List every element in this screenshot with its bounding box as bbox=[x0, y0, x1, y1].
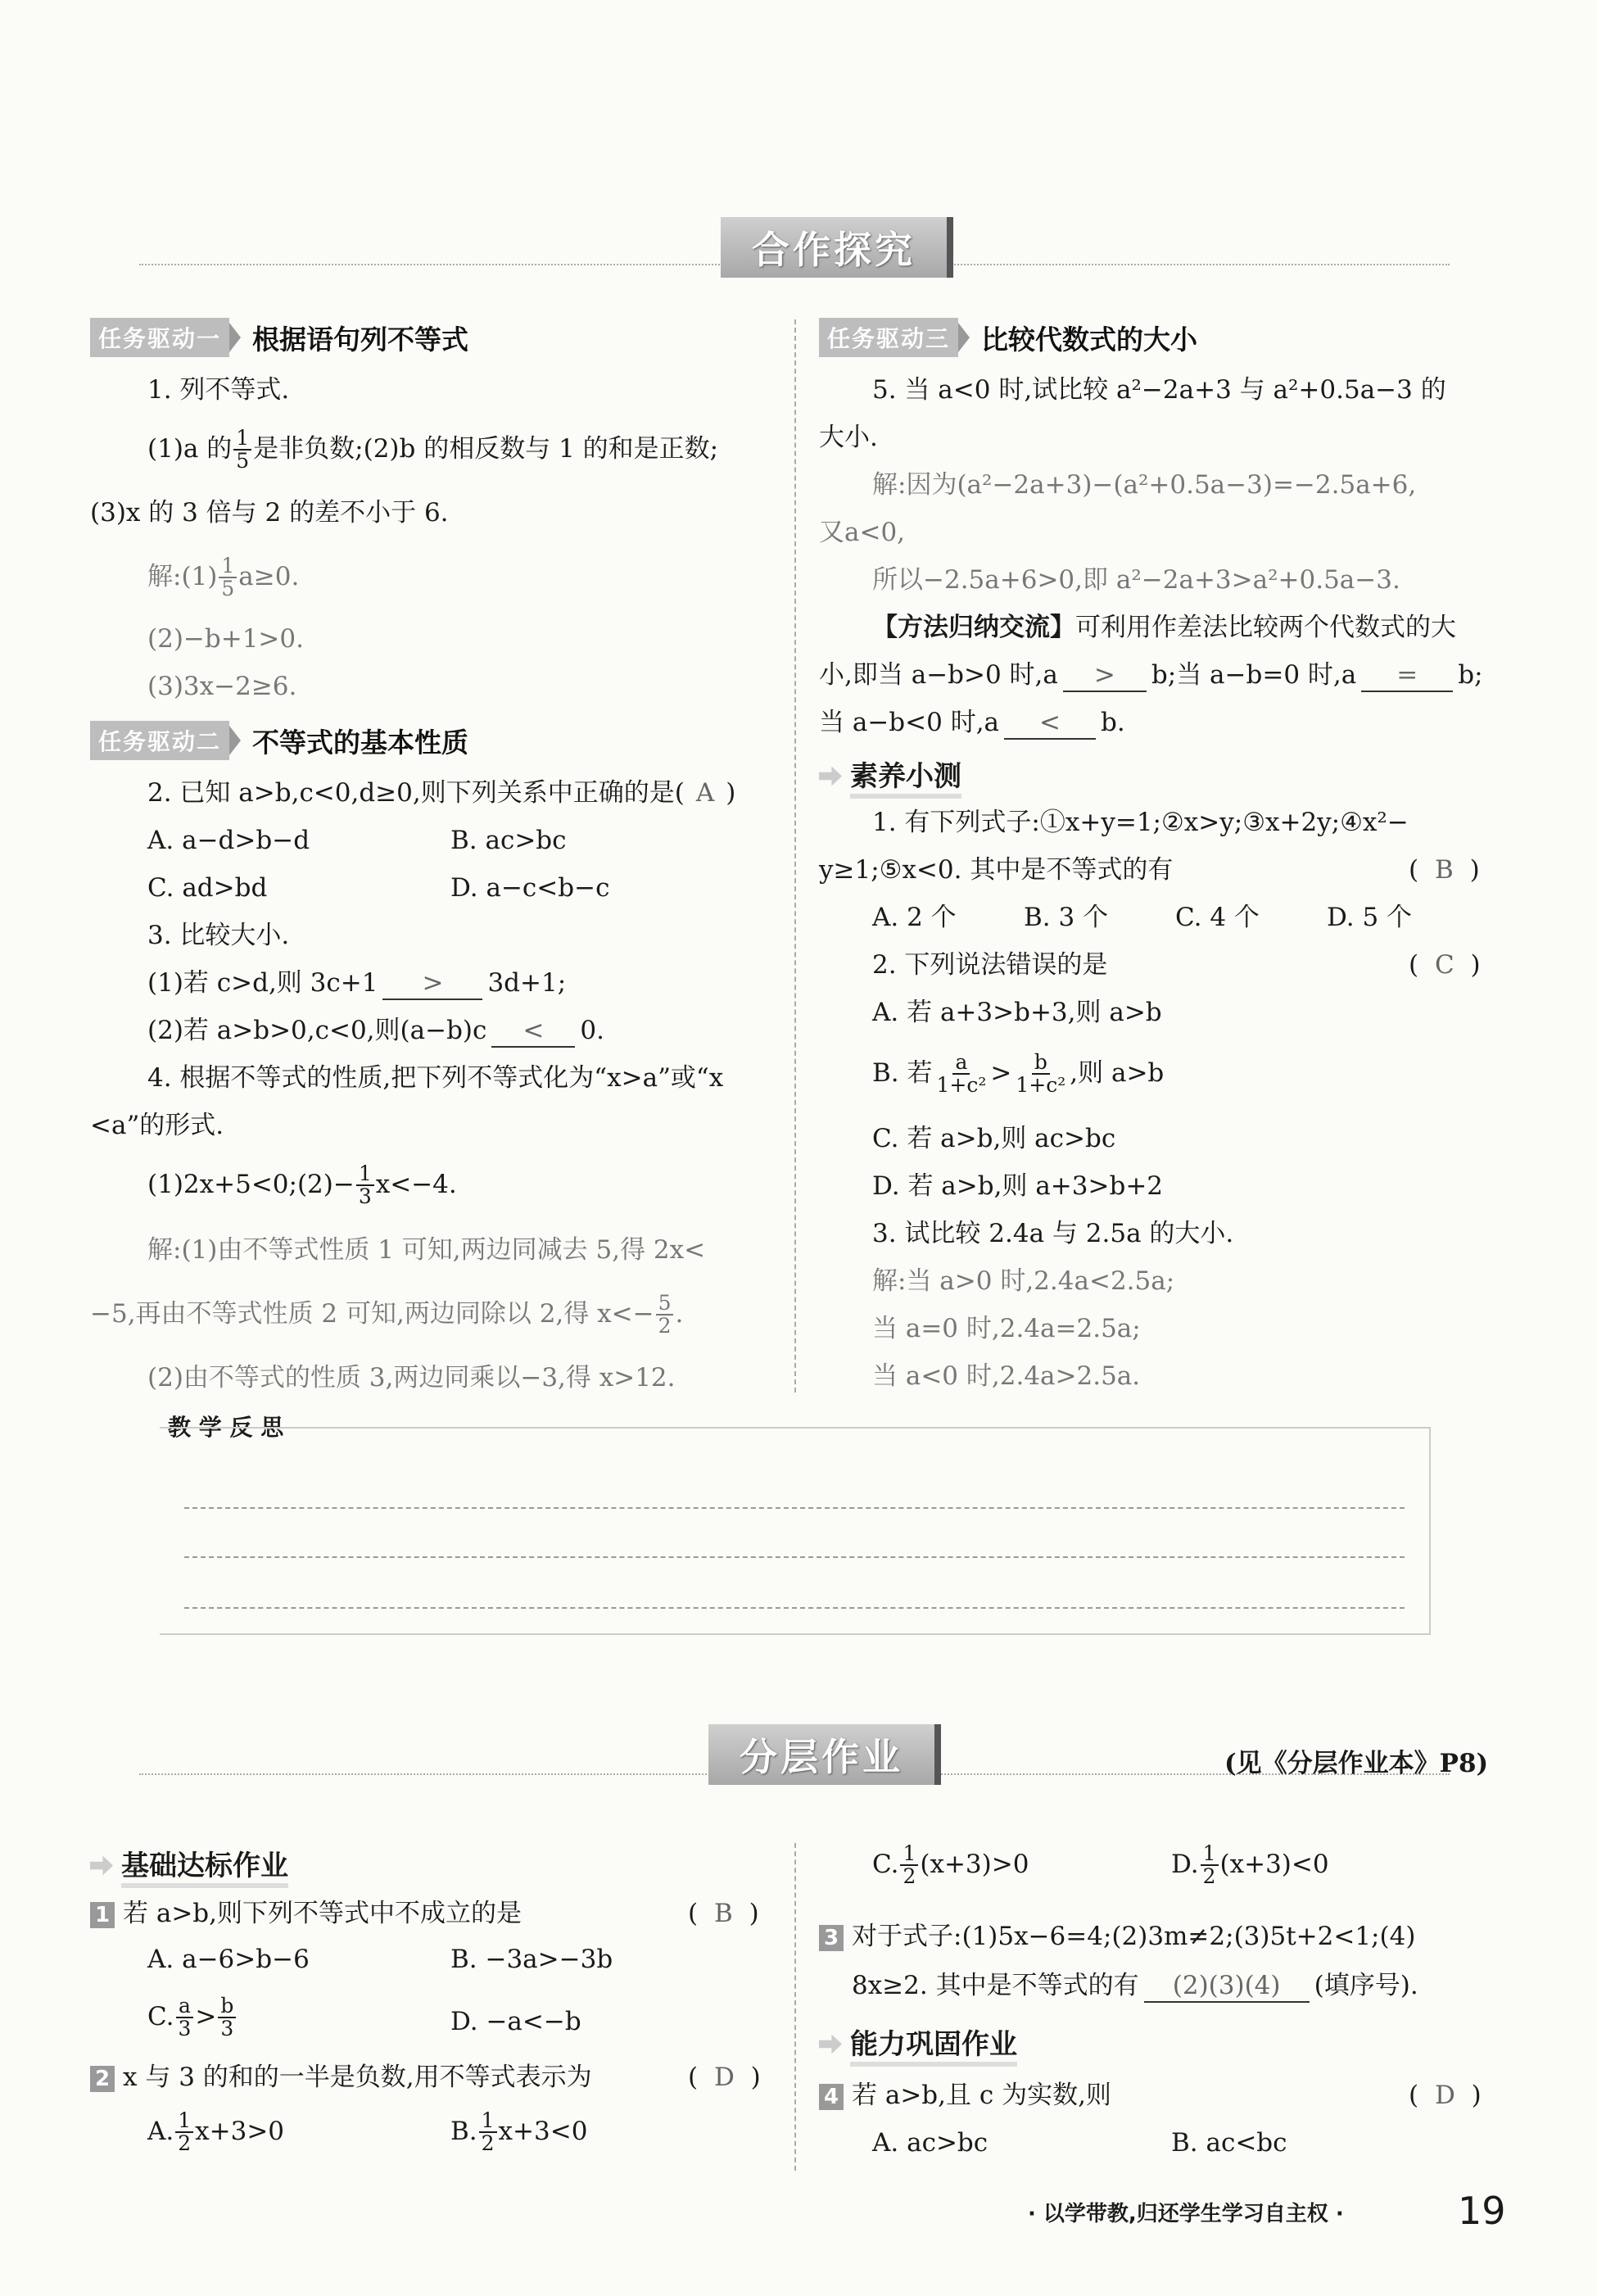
homework-reference: (见《分层作业本》P8) bbox=[1224, 1749, 1489, 1778]
q4-line3: (1)2x+5<0;(2)− $\frac{1}{3}$ x<−4. bbox=[147, 1162, 457, 1209]
task-name: 根据语句列不等式 bbox=[252, 323, 469, 355]
hw-q1-answer: ( B ) bbox=[688, 1899, 759, 1928]
q1-line1: (1)a 的 $\frac{1}{5}$ 是非负数;(2)b 的相反数与 1 的和是正数; bbox=[147, 426, 719, 473]
task-2-header bbox=[90, 721, 468, 760]
arrow-icon bbox=[229, 323, 241, 352]
reflection-box bbox=[160, 1427, 1431, 1635]
quiz-q1-d: D. 5 个 bbox=[1327, 903, 1413, 932]
q1-title: 1. 列不等式. bbox=[147, 375, 290, 405]
task-3-header bbox=[819, 318, 1197, 357]
quiz-q2-d: D. 若 a>b,则 a+3>b+2 bbox=[872, 1171, 1164, 1201]
q2-option-a: A. a−d>b−d bbox=[147, 826, 310, 855]
banner-title: 分层作业 bbox=[708, 1724, 941, 1785]
quiz-q1-answer: ( B ) bbox=[1409, 855, 1480, 885]
hw-q1-stem: 1 若 a>b,则下列不等式中不成立的是 bbox=[90, 1899, 522, 1929]
q4-solution-2: −5,再由不等式性质 2 可知,两边同除以 2,得 x<− $\frac{5}{2}$ . bbox=[90, 1291, 684, 1338]
quiz-q2-answer: ( C ) bbox=[1409, 950, 1481, 980]
quiz-q1-line2: y≥1;⑤x<0. 其中是不等式的有 bbox=[819, 855, 1174, 885]
task-name: 比较代数式的大小 bbox=[981, 323, 1198, 355]
q3-title: 3. 比较大小. bbox=[147, 921, 290, 950]
q2-stem: 2. 已知 a>b,c<0,d≥0,则下列关系中正确的是( A ) bbox=[147, 778, 736, 808]
hw-q2-d: D. $\frac{1}{2}$ (x+3)<0 bbox=[1171, 1841, 1329, 1889]
q4-solution-3: (2)由不等式的性质 3,两边同乘以−3,得 x>12. bbox=[147, 1363, 676, 1393]
hw-q3-line1: 3 对于式子:(1)5x−6=4;(2)3m≠2;(3)5t+2<1;(4) bbox=[819, 1922, 1415, 1952]
q2-option-d: D. a−c<b−c bbox=[450, 873, 610, 903]
quiz-q3-stem: 3. 试比较 2.4a 与 2.5a 的大小. bbox=[872, 1219, 1234, 1248]
q3-line1: (1)若 c>d,则 3c+1 > 3d+1; bbox=[147, 968, 566, 1000]
hw-q1-b: B. −3a>−3b bbox=[450, 1945, 613, 1974]
arrow-icon bbox=[90, 1856, 113, 1876]
hw-q2-b: B. $\frac{1}{2}$ x+3<0 bbox=[450, 2108, 588, 2156]
q2-option-b: B. ac>bc bbox=[450, 826, 567, 855]
task-tag: 任务驱动三 bbox=[819, 318, 958, 357]
hw-q3-line2: 8x≥2. 其中是不等式的有 (2)(3)(4) (填序号). bbox=[852, 1971, 1418, 2003]
method-line1: 【方法归纳交流】可利用作差法比较两个代数式的大 bbox=[872, 613, 1456, 642]
banner-cooperative-inquiry bbox=[721, 217, 953, 278]
quiz-header: 素养小测 bbox=[819, 754, 961, 799]
quiz-q1-b: B. 3 个 bbox=[1024, 903, 1109, 932]
homework-divider bbox=[794, 1843, 796, 2171]
q1-solution-3: (3)3x−2≥6. bbox=[147, 672, 297, 701]
hw-q4-stem: 4 若 a>b,且 c 为实数,则 bbox=[819, 2081, 1111, 2111]
q3-line2: (2)若 a>b>0,c<0,则(a−b)c < 0. bbox=[147, 1016, 604, 1048]
arrow-icon bbox=[229, 726, 241, 755]
q5-line2: 大小. bbox=[819, 423, 878, 452]
task-1-header bbox=[90, 318, 468, 357]
method-line3: 当 a−b<0 时,a < b. bbox=[819, 708, 1125, 740]
q1-line2: (3)x 的 3 倍与 2 的差不小于 6. bbox=[90, 498, 449, 528]
arrow-icon bbox=[819, 2035, 842, 2054]
banner-title: 合作探究 bbox=[721, 217, 953, 278]
q5-line1: 5. 当 a<0 时,试比较 a²−2a+3 与 a²+0.5a−3 的 bbox=[872, 375, 1446, 405]
q5-solution-3: 所以−2.5a+6>0,即 a²−2a+3>a²+0.5a−3. bbox=[872, 565, 1400, 595]
hw-q2-c: C. $\frac{1}{2}$ (x+3)>0 bbox=[872, 1841, 1029, 1889]
task-tag: 任务驱动一 bbox=[90, 318, 229, 357]
reflection-title: 教 学 反 思 bbox=[168, 1414, 284, 1441]
hw-q2-stem: 2 x 与 3 的和的一半是负数,用不等式表示为 bbox=[90, 2063, 592, 2093]
quiz-q1-a: A. 2 个 bbox=[872, 903, 957, 932]
quiz-q3-solution-2: 当 a=0 时,2.4a=2.5a; bbox=[872, 1314, 1141, 1343]
q4-solution-1: 解:(1)由不等式性质 1 可知,两边同减去 5,得 2x< bbox=[147, 1235, 706, 1265]
hw-q4-a: A. ac>bc bbox=[872, 2128, 989, 2158]
quiz-q3-solution-1: 解:当 a>0 时,2.4a<2.5a; bbox=[872, 1266, 1175, 1296]
reflection-line-1 bbox=[184, 1507, 1405, 1509]
quiz-q2-a: A. 若 a+3>b+3,则 a>b bbox=[872, 998, 1162, 1027]
quiz-q2-b: B. 若 $\frac{a}{\text{1+c²}}$ > $\frac{b}{\text{1+c²}}$ ,则 a>b bbox=[872, 1050, 1165, 1098]
page-number: 19 bbox=[1458, 2189, 1506, 2233]
hw-q4-answer: ( D ) bbox=[1409, 2081, 1482, 2110]
q5-solution-1: 解:因为(a²−2a+3)−(a²+0.5a−3)=−2.5a+6, bbox=[872, 470, 1417, 500]
hw-q1-a: A. a−6>b−6 bbox=[147, 1945, 310, 1974]
footer-motto: · 以学带教,归还学生学习自主权 · bbox=[1028, 2202, 1344, 2226]
reflection-line-3 bbox=[184, 1607, 1405, 1609]
quiz-q1-c: C. 4 个 bbox=[1175, 903, 1260, 932]
quiz-q1-line1: 1. 有下列式子:①x+y=1;②x>y;③x+2y;④x²− bbox=[872, 808, 1409, 837]
q4-line2: <a”的形式. bbox=[90, 1111, 224, 1140]
banner-layered-homework bbox=[708, 1724, 941, 1785]
reflection-line-2 bbox=[184, 1556, 1405, 1558]
q1-solution-1: 解:(1) $\frac{1}{5}$ a≥0. bbox=[147, 554, 300, 601]
arrow-icon bbox=[958, 323, 970, 352]
hw-q2-answer: ( D ) bbox=[688, 2063, 761, 2092]
task-tag: 任务驱动二 bbox=[90, 721, 229, 760]
q4-line1: 4. 根据不等式的性质,把下列不等式化为“x>a”或“x bbox=[147, 1063, 724, 1093]
ability-header: 能力巩固作业 bbox=[819, 2022, 1017, 2067]
quiz-q2-stem: 2. 下列说法错误的是 bbox=[872, 950, 1108, 980]
quiz-q3-solution-3: 当 a<0 时,2.4a>2.5a. bbox=[872, 1361, 1141, 1391]
column-divider bbox=[794, 319, 796, 1393]
q5-solution-2: 又a<0, bbox=[819, 518, 906, 547]
q1-solution-2: (2)−b+1>0. bbox=[147, 624, 304, 654]
basic-header: 基础达标作业 bbox=[90, 1843, 288, 1888]
hw-q4-b: B. ac<bc bbox=[1171, 2128, 1287, 2158]
hw-q1-c: C. $\frac{a}{3}$ > $\frac{b}{3}$ bbox=[147, 1995, 238, 2040]
hw-q1-d: D. −a<−b bbox=[450, 2007, 581, 2036]
hw-q2-a: A. $\frac{1}{2}$ x+3>0 bbox=[147, 2108, 285, 2156]
task-name: 不等式的基本性质 bbox=[252, 726, 469, 759]
quiz-q2-c: C. 若 a>b,则 ac>bc bbox=[872, 1124, 1116, 1153]
star-icon bbox=[819, 767, 842, 786]
method-line2: 小,即当 a−b>0 时,a > b;当 a−b=0 时,a = b; bbox=[819, 660, 1483, 692]
q2-option-c: C. ad>bd bbox=[147, 873, 268, 903]
